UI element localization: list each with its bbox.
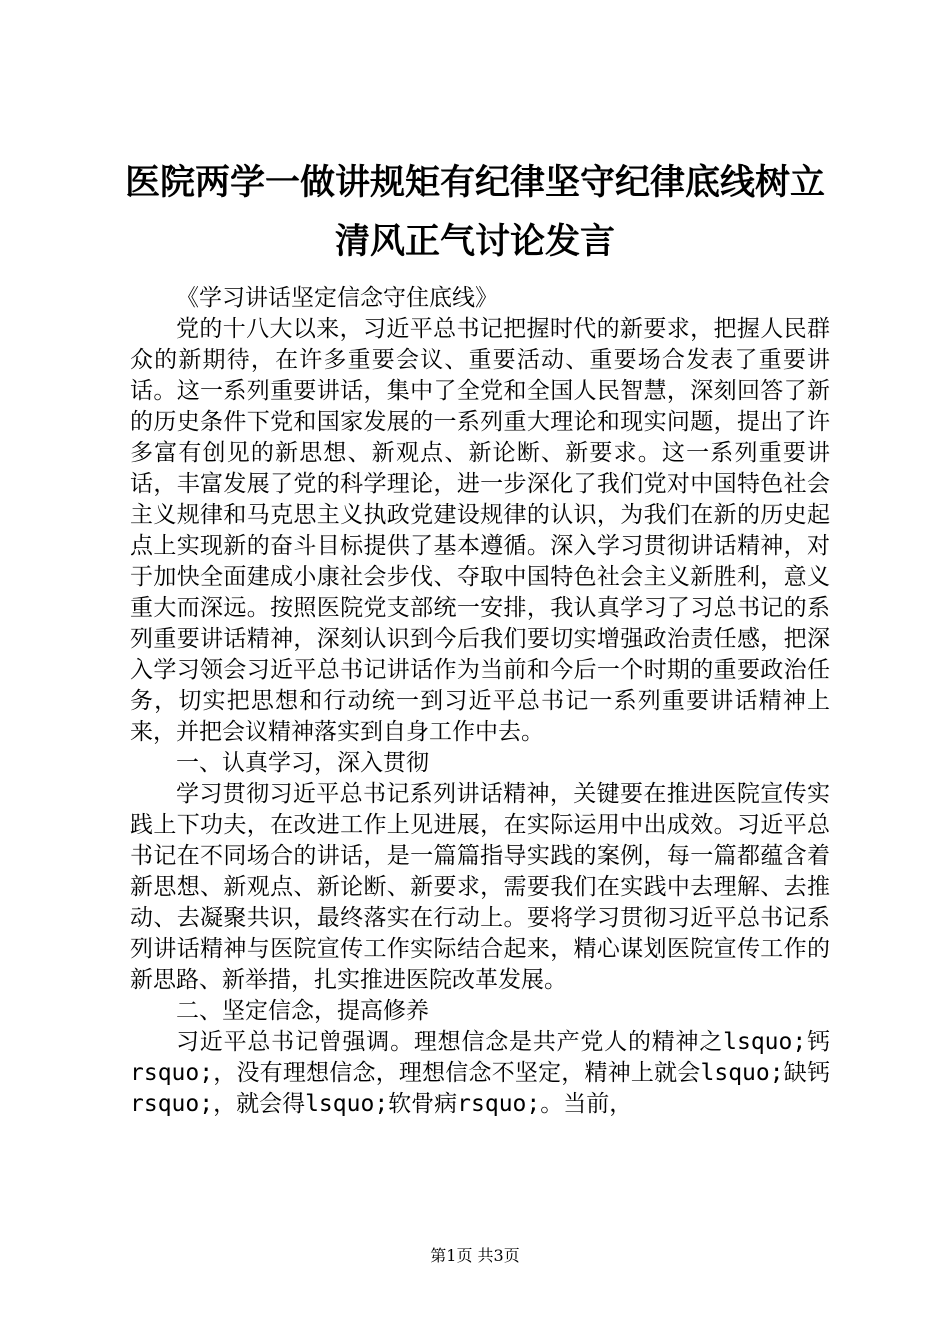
body-paragraph: 习近平总书记曾强调。理想信念是共产党人的精神之lsquo;钙rsquo;，没有理想信念，理想信念不坚定，精神上就会lsquo;缺钙rsquo;，就会得lsquo;软骨病rsquo;。当前， <box>130 1029 830 1117</box>
section-heading: 二、坚定信念，提高修养 <box>176 998 429 1024</box>
body-paragraph: 学习贯彻习近平总书记系列讲话精神，关键要在推进医院宣传实践上下功夫，在改进工作上见进展，在实际运用中出成效。习近平总书记在不同场合的讲话，是一篇篇指导实践的案例，每一篇都蕴含着新思想、新观点、新论断、新要求，需要我们在实践中去理解、去推动、去凝聚共识，最终落实在行动上。要将学习贯彻习近平总书记系列讲话精神与医院宣传工作实际结合起来，精心谋划医院宣传工作的新思路、新举措，扎实推进医院改革发展。 <box>130 781 830 993</box>
document-title-line-1: 医院两学一做讲规矩有纪律坚守纪律底线树立 <box>124 162 825 203</box>
subtitle-paragraph: 《学习讲话坚定信念守住底线》 <box>176 285 498 311</box>
document-title-line-2: 清风正气讨论发言 <box>334 221 615 262</box>
body-paragraph: 党的十八大以来，习近平总书记把握时代的新要求，把握人民群众的新期待，在许多重要会议、重要活动、重要场合发表了重要讲话。这一系列重要讲话，集中了全党和全国人民智慧，深刻回答了新的历史条件下党和国家发展的一系列重大理论和现实问题，提出了许多富有创见的新思想、新观点、新论断、新要求。这一系列重要讲话，丰富发展了党的科学理论，进一步深化了我们党对中国特色社会主义规律和马克思主义执政党建设规律的认识，为我们在新的历史起点上实现新的奋斗目标提供了基本遵循。深入学习贯彻讲话精神，对于加快全面建成小康社会步伐、夺取中国特色社会主义新胜利，意义重大而深远。按照医院党支部统一安排，我认真学习了习总书记的系列重要讲话精神，深刻认识到今后我们要切实增强政治责任感，把深入学习领会习近平总书记讲话作为当前和今后一个时期的重要政治任务，切实把思想和行动统一到习近平总书记一系列重要讲话精神上来，并把会议精神落实到自身工作中去。 <box>130 316 830 745</box>
section-heading: 一、认真学习，深入贯彻 <box>176 750 429 776</box>
document-body <box>130 283 830 1120</box>
page-indicator: 第1页 共3页 <box>430 1246 520 1265</box>
